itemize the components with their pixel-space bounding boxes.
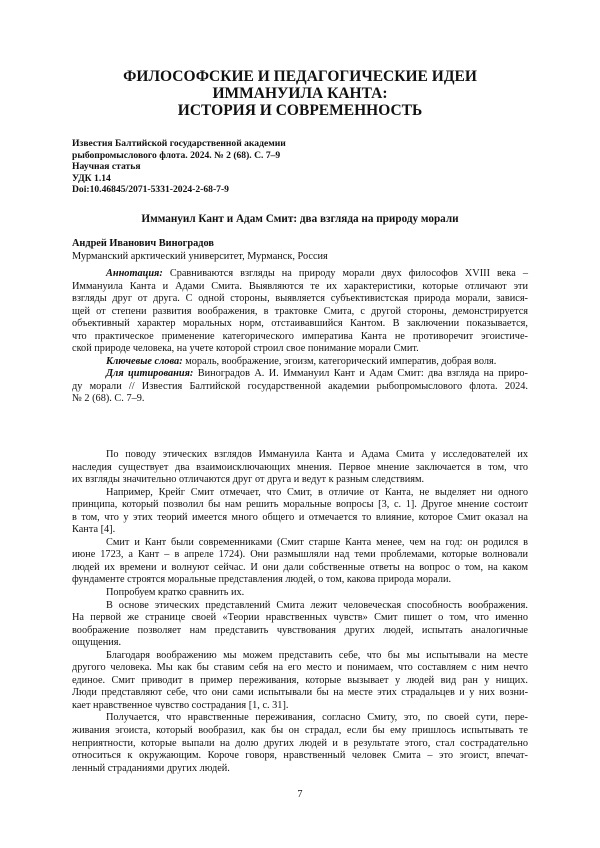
body-line: неприятности, которые выпали на долю других людей и в результате этого, стал сострадательно [72, 737, 528, 749]
body-line: ленный страданиями других людей. [72, 762, 230, 774]
body-line: ощущения. [72, 637, 122, 649]
body-line: их взгляды значительно отличаются друг от друга и ведут к разным следствиям. [72, 474, 425, 486]
body-line: людей их времени и волнуют сейчас. И они дали собственные ответы на вопрос о том, на каком [72, 561, 528, 573]
body-line: Например, Крейг Смит отмечает, что Смит, в отличие от Канта, не выделяет ни одного [106, 486, 528, 498]
author-block [72, 237, 328, 263]
body-line: кает нравственное чувство сострадания [1, с. 31]. [72, 699, 289, 711]
citation-label: Для цитирования: [106, 368, 194, 380]
section-title-line: ИСТОРИЯ И СОВРЕМЕННОСТЬ [177, 102, 423, 119]
paragraph [72, 712, 528, 775]
citation-line: ду морали // Известия Балтийской государственной академии рыбопромыслового флота. 2024. [72, 380, 528, 392]
body-line: живания эгоиста, который вообразил, как бы он страдал, если бы ему пришлось испытывать те [72, 725, 528, 737]
body-line: На первой же странице своей «Теории нравственных чувств» Смит пишет о том, что именно [72, 612, 528, 624]
udc-code: УДК 1.14 [72, 172, 111, 184]
body-line: относиться к окружающим. Короче говоря, нравственный человек Смита – это эгоист, впечат- [72, 750, 528, 762]
body-line: Благодаря воображению мы можем представить себе, что бы мы испытывали на месте [106, 649, 528, 661]
body-line: Люди представляют себе, что они сами испытывали бы на месте этих страдальцев и у них возни- [72, 687, 528, 699]
body-line: принципа, который позволил бы нам решить моральные вопросы [3, с. 1]. Другое мнение состоит [72, 499, 528, 511]
journal-name-line: Известия Балтийской государственной академии [72, 138, 286, 149]
abstract-line: ской природе человека, на учете которой строил свое понимание морали Смит. [72, 343, 419, 355]
abstract-line: объективный характер моральных норм, отстаивавшийся Кантом. В заключении показывается, [72, 318, 528, 330]
abstract-line: Иммануила Канта и Адами Смита. Выявляются те их характеристики, которые отличают эти [72, 280, 528, 292]
body-line: По поводу этических взглядов Иммануила Канта и Адама Смита у исследователей их [106, 449, 528, 460]
keywords-label: Ключевые слова: [106, 355, 183, 367]
author-name: Андрей Иванович Виноградов [72, 238, 214, 249]
paragraph [72, 537, 528, 587]
publication-meta [72, 138, 286, 196]
body-line: воображение позволяет нам представить чувствования других людей, испытать аналогичные [72, 624, 528, 636]
citation-line: Для цитирования: Виноградов А. И. Иммануил Кант и Адам Смит: два взгляда на приро- [106, 368, 528, 380]
article-body [72, 449, 528, 775]
body-line: в том, что у этих теорий имеется много общего и отмечается то влияние, которое Смит оказал на [72, 511, 528, 523]
author-affiliation: Мурманский арктический университет, Мурманск, Россия [72, 251, 328, 262]
keywords [72, 356, 528, 369]
paragraph [72, 600, 528, 650]
body-line: В основе этических представлений Смита лежит человеческая способность воображения. [106, 599, 528, 611]
section-title [60, 68, 540, 119]
paragraph [72, 587, 528, 600]
body-line: единое. Смит приводит в пример переживания, которые вызывает у людей вид ран у нищих. [72, 674, 528, 686]
body-line: Канта [4]. [72, 524, 116, 536]
body-line: наследия существует два взаимоисключающих мнения. Первое мнение заключается в том, что [72, 461, 528, 473]
body-line: Попробуем кратко сравнить их. [106, 587, 245, 599]
body-line: фундаменте строятся моральные представления людей, о том, какова природа морали. [72, 574, 452, 586]
abstract-line: щей от степени развития воображения, в трактовке Смита, с другой стороны, демонстрируется [72, 305, 528, 317]
keywords-text: мораль, воображение, эгоизм, категорический императив, добрая воля. [185, 355, 497, 367]
doi: Doi:10.46845/2071-5331-2024-2-68-7-9 [72, 184, 229, 196]
paragraph [72, 487, 528, 537]
paragraph [72, 650, 528, 713]
section-title-line: ИММАНУИЛА КАНТА: [212, 85, 388, 102]
body-line: Получается, что нравственные переживания, согласно Смиту, это, по своей сути, пере- [106, 712, 528, 724]
article-type: Научная статья [72, 161, 141, 173]
section-title-line: ФИЛОСОФСКИЕ И ПЕДАГОГИЧЕСКИЕ ИДЕИ [123, 68, 477, 85]
paragraph [72, 449, 528, 487]
abstract-line: что практическое применение категорического императива Канта не противоречит эгоистиче- [72, 330, 528, 342]
article-title: Иммануил Кант и Адам Смит: два взгляда на природу морали [141, 213, 459, 225]
body-line: другого человека. Мы как бы ставим себя на его место и понимаем, что составляем с ним нечто [72, 662, 528, 674]
abstract-line: Аннотация: Сравниваются взгляды на природу морали двух философов XVIII века – [106, 268, 528, 279]
abstract-label: Аннотация: [106, 268, 163, 279]
journal-issue-line: рыбопромыслового флота. 2024. № 2 (68). С. 7–9 [72, 149, 281, 161]
body-line: июне 1723, а Кант – в апреле 1724). Они размышляли над теми проблемами, которые волновали [72, 549, 528, 561]
page-number: 7 [297, 789, 303, 800]
abstract [72, 268, 528, 406]
citation-line: № 2 (68). С. 7–9. [72, 393, 145, 405]
abstract-line: взгляды друг от друга. С одной стороны, выявляется субъективистская природа морали, завися- [72, 293, 528, 305]
body-line: Смит и Кант были современниками (Смит старше Канта менее, чем на год: он родился в [106, 536, 528, 548]
